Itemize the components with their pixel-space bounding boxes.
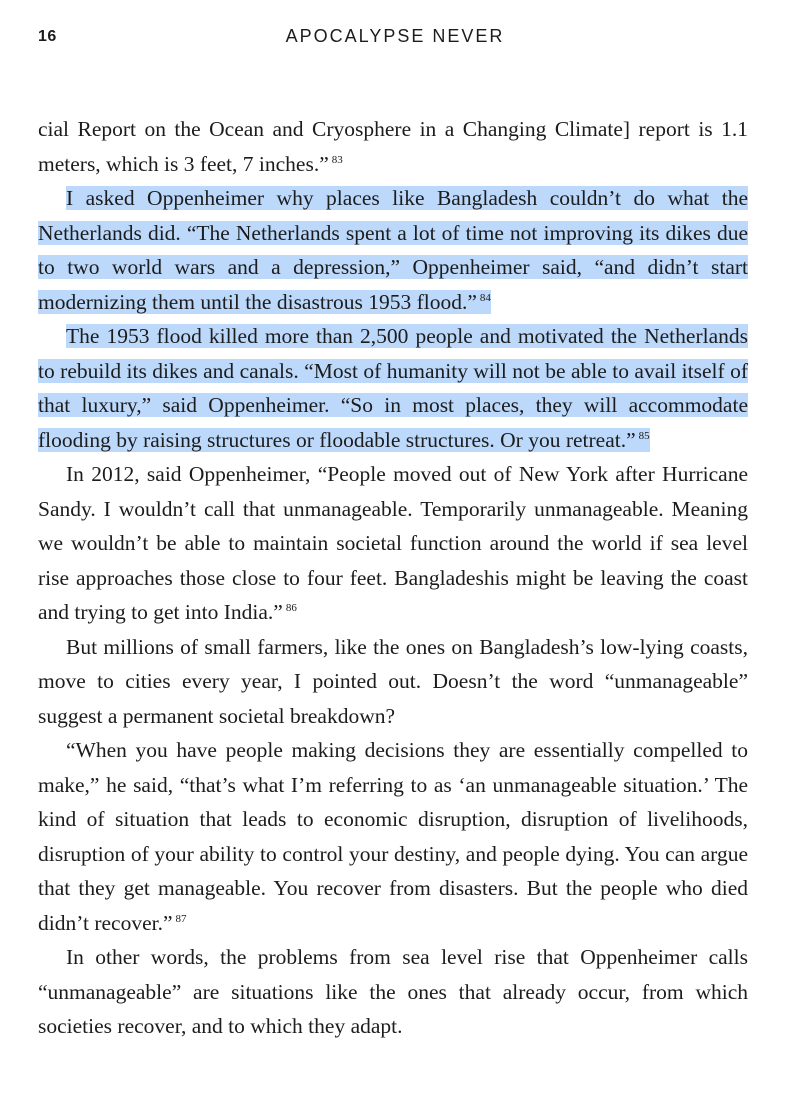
highlighted-passage-2 <box>38 324 748 452</box>
paragraph-2-text: I asked Oppenheimer why places like Bangladesh couldn’t do what the Netherlands did. “The Netherlands spent a lot of time not improving its dikes due to two world wars and a depression,” Oppenheimer said, “and didn’t start modernizing them until the disastrous 1953 flood.” <box>38 186 748 314</box>
endnote-ref-84[interactable]: 84 <box>479 291 491 304</box>
highlighted-passage-1 <box>38 186 748 314</box>
paragraph-3[interactable] <box>38 319 748 457</box>
paragraph-7-text: In other words, the problems from sea level rise that Oppenheimer calls “unmanageable” are situations like the ones that already occur, from which societies recover, and to which they adapt. <box>38 945 748 1038</box>
paragraph-7[interactable] <box>38 940 748 1044</box>
paragraph-1[interactable] <box>38 112 748 181</box>
endnote-ref-85[interactable]: 85 <box>638 429 650 442</box>
paragraph-5-text: But millions of small farmers, like the ones on Bangladesh’s low-lying coasts, move to cities every year, I pointed out. Doesn’t the word “unmanageable” suggest a permanent societal breakdown? <box>38 634 748 728</box>
page-number: 16 <box>38 28 57 45</box>
paragraph-5[interactable] <box>38 630 748 734</box>
paragraph-1-text: cial Report on the Ocean and Cryosphere in a Changing Climate] report is 1.1 meters, which is 3 feet, 7 inches.” <box>38 117 748 176</box>
paragraph-6[interactable] <box>38 733 748 940</box>
paragraph-2[interactable] <box>38 181 748 319</box>
running-head: APOCALYPSE NEVER <box>285 26 505 46</box>
paragraph-4-text: In 2012, said Oppenheimer, “People moved out of New York after Hurricane Sandy. I wouldn’t call that unmanageable. Temporarily unmanageable. Meaning we wouldn’t be able to maintain societal function around the world if sea level rise approaches those close to four feet. Bangladeshis might be leaving the coast and trying to get into India.” <box>38 462 748 624</box>
paragraph-6-text: “When you have people making decisions they are essentially compelled to make,” he said, “that’s what I’m referring to as ‘an unmanageable situation.’ The kind of situation that leads to economic disruption, disruption of livelihoods, disruption of your ability to control your destiny, and people dying. You can argue that they get manageable. You recover from disasters. But the people who died didn’t recover.” <box>38 738 748 935</box>
endnote-ref-86[interactable]: 86 <box>285 602 297 614</box>
paragraph-4[interactable] <box>38 457 748 630</box>
endnote-ref-87[interactable]: 87 <box>175 912 187 925</box>
endnote-ref-83[interactable]: 83 <box>331 153 343 166</box>
paragraph-3-text: The 1953 flood killed more than 2,500 people and motivated the Netherlands to rebuild its dikes and canals. “Most of humanity will not be able to avail itself of that luxury,” said Oppenheimer. “So in most places, they will accommodate flooding by raising structures or floodable structures. Or you retreat.” <box>38 324 748 452</box>
body-text <box>38 112 748 1044</box>
